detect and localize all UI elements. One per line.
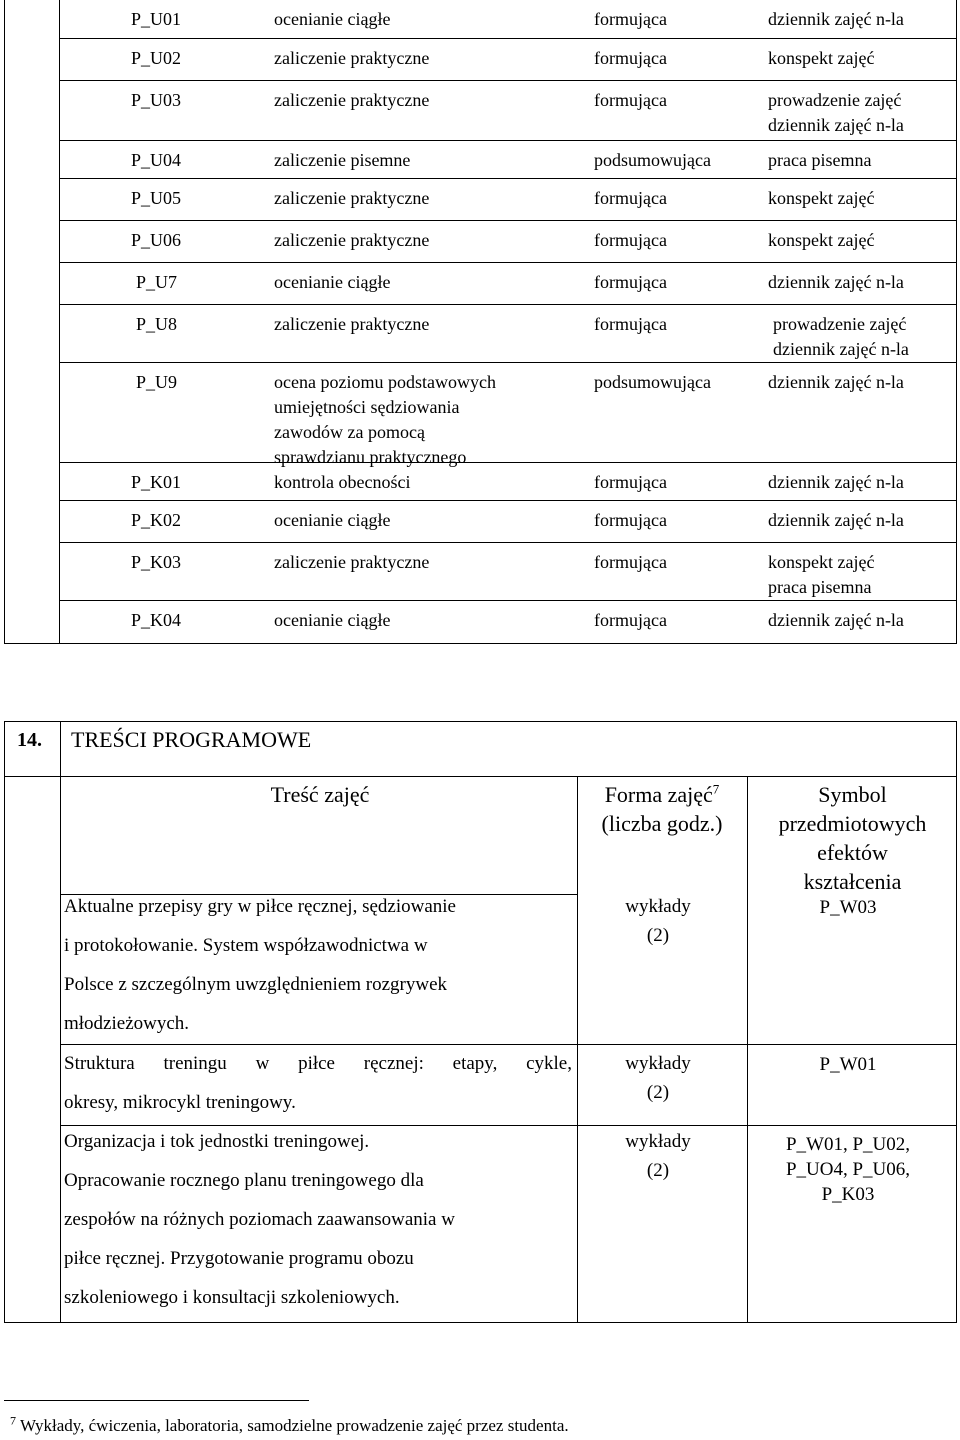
symbol-line: P_K03 — [821, 1184, 875, 1205]
header-symbol-line: kształcenia — [803, 869, 902, 894]
content-line: Aktualne przepisy gry w piłce ręcznej, sędziowanie — [64, 896, 456, 917]
form-cell — [574, 1049, 742, 1107]
doc-line: konspekt zajęć — [768, 188, 875, 208]
section-title: TREŚCI PROGRAMOWE — [71, 727, 312, 752]
verification-method — [274, 608, 574, 633]
documentation — [768, 508, 960, 533]
footnote-text: Wykłady, ćwiczenia, laboratoria, samodzielne prowadzenie zajęć przez studenta. — [16, 1416, 569, 1435]
symbol-line: P_UO4, P_U06, — [785, 1159, 911, 1180]
verification-method — [274, 186, 574, 211]
symbol-line: P_W01 — [819, 1054, 877, 1075]
table-left-column — [5, 0, 60, 643]
footnote-ref: 7 — [712, 781, 720, 797]
header-form-line2: (liczba godz.) — [601, 811, 723, 836]
content-cell — [64, 1122, 572, 1317]
doc-line: dziennik zajęć n-la — [768, 610, 904, 630]
effect-symbol: P_U9 — [136, 372, 178, 392]
content-line: okresy, mikrocykl treningowy. — [64, 1092, 296, 1113]
content-line: młodzieżowych. — [64, 1013, 190, 1034]
header-content: Treść zajęć — [270, 782, 370, 807]
method-line: ocenianie ciągłe — [274, 9, 391, 29]
table-row — [60, 80, 956, 140]
content-cell — [64, 887, 572, 1043]
learning-effects-table — [4, 0, 957, 644]
method-line: zaliczenie praktyczne — [274, 188, 430, 208]
form-type: wykłady — [625, 1131, 691, 1152]
table-row — [60, 500, 956, 542]
content-line: Polsce z szczególnym uwzględnieniem rozgrywek — [64, 974, 448, 995]
content-line: Opracowanie rocznego planu treningowego dla — [64, 1170, 424, 1191]
doc-line: dziennik zajęć n-la — [768, 472, 904, 492]
header-form-line1: Forma zajęć — [604, 782, 713, 807]
verification-method — [274, 470, 574, 495]
method-line: zaliczenie praktyczne — [274, 48, 430, 68]
documentation — [768, 46, 960, 71]
assessment-form: formująca — [594, 472, 667, 492]
symbol-line: P_W01, P_U02, — [785, 1134, 911, 1155]
section-header — [5, 722, 956, 777]
method-line: ocenianie ciągłe — [274, 510, 391, 530]
documentation — [768, 550, 960, 600]
form-hours: (2) — [646, 925, 670, 946]
footnote-mark: 7 — [10, 1413, 16, 1428]
documentation — [773, 312, 960, 362]
assessment-form: podsumowująca — [594, 150, 711, 170]
method-line: sprawdzianu praktycznego — [274, 447, 467, 467]
doc-line: praca pisemna — [768, 577, 872, 597]
doc-line: dziennik zajęć n-la — [768, 115, 904, 135]
table-row — [60, 304, 956, 362]
doc-line: prowadzenie zajęć — [773, 314, 907, 334]
doc-line: dziennik zajęć n-la — [768, 510, 904, 530]
method-line: zaliczenie praktyczne — [274, 230, 430, 250]
symbol-cell — [743, 895, 953, 920]
method-line: zawodów za pomocą — [274, 422, 425, 442]
footnote — [10, 1414, 569, 1438]
table-row — [60, 362, 956, 467]
method-line: zaliczenie praktyczne — [274, 552, 430, 572]
method-line: zaliczenie praktyczne — [274, 314, 430, 334]
assessment-form: formująca — [594, 610, 667, 630]
table-row — [60, 600, 956, 644]
symbol-line: P_W03 — [819, 897, 877, 918]
effect-symbol: P_U7 — [136, 272, 178, 292]
form-hours: (2) — [646, 1160, 670, 1181]
table-row — [60, 140, 956, 178]
assessment-form: formująca — [594, 48, 667, 68]
verification-method — [274, 88, 574, 113]
documentation — [768, 470, 960, 495]
assessment-form: formująca — [594, 188, 667, 208]
content-line: i protokołowanie. System współzawodnictwa w — [64, 935, 428, 956]
verification-method — [274, 312, 574, 337]
verification-method — [274, 270, 574, 295]
form-cell — [574, 1127, 742, 1185]
header-symbol-line: przedmiotowych — [778, 811, 927, 836]
method-line: ocenianie ciągłe — [274, 610, 391, 630]
form-hours: (2) — [646, 1082, 670, 1103]
documentation — [768, 270, 960, 295]
header-symbol-line: Symbol — [818, 782, 887, 807]
documentation — [768, 148, 960, 173]
assessment-form: formująca — [594, 90, 667, 110]
documentation — [768, 88, 960, 138]
verification-method — [274, 46, 574, 71]
effect-symbol: P_K03 — [131, 552, 182, 572]
assessment-form: formująca — [594, 9, 667, 29]
form-type: wykłady — [625, 1053, 691, 1074]
verification-method — [274, 7, 574, 32]
footnote-separator — [4, 1400, 309, 1401]
effect-symbol: P_U05 — [131, 188, 182, 208]
table-row — [60, 262, 956, 304]
effect-symbol: P_K02 — [131, 510, 182, 530]
content-line: Struktura treningu w piłce ręcznej: etapy, cykle, — [64, 1053, 572, 1074]
effect-symbol: P_U06 — [131, 230, 182, 250]
effect-symbol: P_K04 — [131, 610, 182, 630]
header-form — [578, 780, 746, 838]
doc-line: konspekt zajęć — [768, 552, 875, 572]
doc-line: dziennik zajęć n-la — [768, 372, 904, 392]
content-cell — [64, 1044, 572, 1122]
assessment-form: formująca — [594, 272, 667, 292]
content-line: piłce ręcznej. Przygotowanie programu obozu — [64, 1248, 414, 1269]
documentation — [768, 608, 960, 633]
table-row — [60, 220, 956, 262]
table-row — [60, 542, 956, 600]
doc-line: praca pisemna — [768, 150, 872, 170]
verification-method — [274, 148, 574, 173]
doc-line: dziennik zajęć n-la — [773, 339, 909, 359]
table-row — [60, 462, 956, 500]
effect-symbol: P_U04 — [131, 150, 182, 170]
table-row — [60, 38, 956, 80]
documentation — [768, 370, 960, 395]
assessment-form: formująca — [594, 314, 667, 334]
assessment-form: formująca — [594, 510, 667, 530]
verification-method — [274, 370, 574, 470]
verification-method — [274, 550, 574, 575]
form-cell — [574, 892, 742, 950]
content-line: zespołów na różnych poziomach zaawansowania w — [64, 1209, 455, 1230]
content-line: szkoleniowego i konsultacji szkoleniowych. — [64, 1287, 400, 1308]
table-row — [60, 178, 956, 220]
method-line: zaliczenie praktyczne — [274, 90, 430, 110]
documentation — [768, 7, 960, 32]
verification-method — [274, 508, 574, 533]
method-line: zaliczenie pisemne — [274, 150, 411, 170]
doc-line: konspekt zajęć — [768, 230, 875, 250]
assessment-form: formująca — [594, 552, 667, 572]
content-line: Organizacja i tok jednostki treningowej. — [64, 1131, 370, 1152]
assessment-form: podsumowująca — [594, 372, 711, 392]
method-line: ocena poziomu podstawowych — [274, 372, 496, 392]
doc-line: dziennik zajęć n-la — [768, 9, 904, 29]
table-row — [60, 0, 956, 38]
doc-line: dziennik zajęć n-la — [768, 272, 904, 292]
assessment-form: formująca — [594, 230, 667, 250]
effect-symbol: P_U8 — [136, 314, 178, 334]
form-type: wykłady — [625, 896, 691, 917]
verification-method — [274, 228, 574, 253]
effect-symbol: P_U01 — [131, 9, 182, 29]
effect-symbol: P_K01 — [131, 472, 182, 492]
method-line: ocenianie ciągłe — [274, 272, 391, 292]
symbol-cell — [743, 1132, 953, 1207]
doc-line: prowadzenie zajęć — [768, 90, 902, 110]
header-symbol — [748, 780, 957, 896]
documentation — [768, 186, 960, 211]
section-left-strip — [5, 777, 61, 1322]
documentation — [768, 228, 960, 253]
method-line: umiejętności sędziowania — [274, 397, 460, 417]
section-number: 14. — [5, 722, 61, 777]
header-symbol-line: efektów — [817, 840, 888, 865]
method-line: kontrola obecności — [274, 472, 411, 492]
effect-symbol: P_U02 — [131, 48, 182, 68]
symbol-cell — [743, 1052, 953, 1077]
effect-symbol: P_U03 — [131, 90, 182, 110]
doc-line: konspekt zajęć — [768, 48, 875, 68]
